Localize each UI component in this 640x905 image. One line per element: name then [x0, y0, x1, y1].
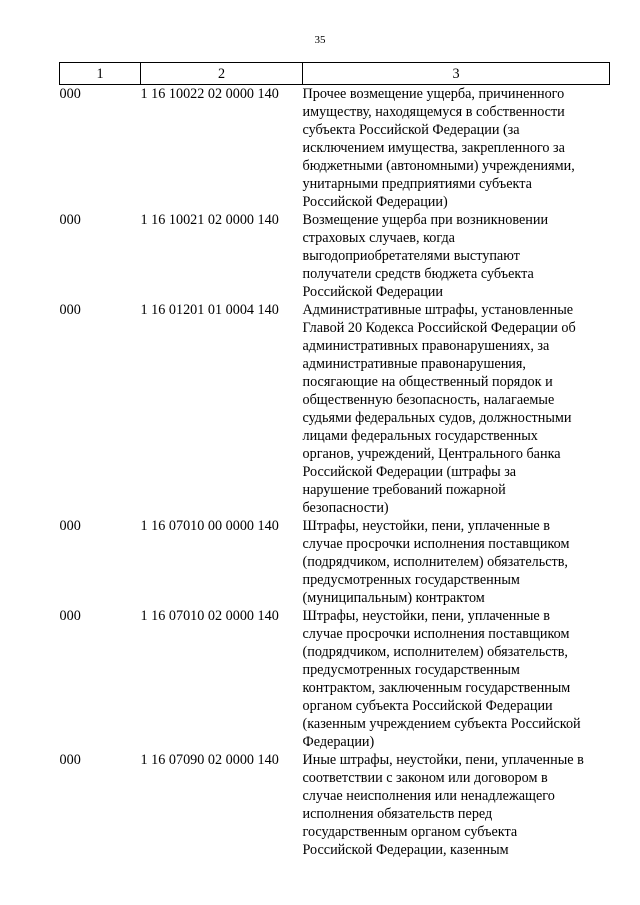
description-line: безопасности)	[302, 500, 389, 516]
description-line: случае просрочки исполнения поставщиком	[302, 626, 570, 642]
description-line: Федерации)	[302, 734, 375, 750]
description-line: соответствии с законом или договором в	[302, 770, 548, 786]
description-line: нарушение требований пожарной	[302, 482, 506, 498]
admin-code-cell: 000	[59, 752, 81, 768]
description-line: страховых случаев, когда	[302, 230, 455, 246]
admin-code-cell: 000	[59, 518, 81, 534]
description-line: Российской Федерации (штрафы за	[302, 464, 517, 480]
table-row	[60, 607, 610, 751]
description-line: (подрядчиком, исполнителем) обязательств,	[302, 644, 568, 660]
description-line: унитарными предприятиями субъекта	[302, 176, 532, 192]
description-line: Штрафы, неустойки, пени, уплаченные в	[302, 608, 550, 624]
table-row	[60, 517, 610, 607]
description-line: случае просрочки исполнения поставщиком	[302, 536, 570, 552]
description-line: административных правонарушениях, за	[302, 338, 550, 354]
budget-codes-table	[59, 62, 610, 859]
column-header: 2	[141, 63, 303, 85]
budget-code-cell: 1 16 01201 01 0004 140	[140, 302, 279, 318]
admin-code-cell: 000	[59, 608, 81, 624]
description-cell	[303, 607, 610, 751]
description-line: случае неисполнения или ненадлежащего	[302, 788, 555, 804]
description-line: Прочее возмещение ущерба, причиненного	[302, 86, 565, 102]
column-header: 3	[303, 63, 610, 85]
table-row	[60, 751, 610, 859]
description-line: (казенным учреждением субъекта Российской	[302, 716, 581, 732]
description-cell	[303, 751, 610, 859]
description-cell	[303, 85, 610, 212]
description-line: выгодоприобретателями выступают	[302, 248, 520, 264]
budget-code-cell: 1 16 10022 02 0000 140	[140, 86, 279, 102]
description-line: общественную безопасность, налагаемые	[302, 392, 555, 408]
description-line: лицами федеральных государственных	[302, 428, 538, 444]
description-line: исполнения обязательств перед	[302, 806, 493, 822]
description-line: имуществу, находящемуся в собственности	[302, 104, 565, 120]
table-row	[60, 85, 610, 212]
budget-code-cell: 1 16 07090 02 0000 140	[140, 752, 279, 768]
description-line: (подрядчиком, исполнителем) обязательств,	[302, 554, 568, 570]
admin-code-cell: 000	[59, 212, 81, 228]
description-line: бюджетными (автономными) учреждениями,	[302, 158, 575, 174]
description-line: Российской Федерации)	[302, 194, 448, 210]
budget-code-cell: 1 16 07010 02 0000 140	[140, 608, 279, 624]
budget-code-cell: 1 16 07010 00 0000 140	[140, 518, 279, 534]
description-cell	[303, 301, 610, 517]
description-line: контрактом, заключенным государственным	[302, 680, 571, 696]
admin-code-cell: 000	[59, 302, 81, 318]
description-line: посягающие на общественный порядок и	[302, 374, 553, 390]
description-line: судьями федеральных судов, должностными	[302, 410, 572, 426]
table-body	[60, 85, 610, 860]
description-line: Возмещение ущерба при возникновении	[302, 212, 549, 228]
budget-code-cell: 1 16 10021 02 0000 140	[140, 212, 279, 228]
description-cell	[303, 211, 610, 301]
description-line: Иные штрафы, неустойки, пени, уплаченные в	[302, 752, 584, 768]
page-number: 35	[314, 34, 326, 46]
description-line: Российской Федерации	[302, 284, 443, 300]
description-line: органов, учреждений, Центрального банка	[302, 446, 561, 462]
description-line: исключением имущества, закрепленного за	[302, 140, 565, 156]
description-line: получатели средств бюджета субъекта	[302, 266, 534, 282]
description-line: Административные штрафы, установленные	[302, 302, 574, 318]
description-line: Главой 20 Кодекса Российской Федерации об	[302, 320, 576, 336]
table-row	[60, 211, 610, 301]
description-line: органом субъекта Российской Федерации	[302, 698, 553, 714]
description-line: административные правонарушения,	[302, 356, 526, 372]
description-cell	[303, 517, 610, 607]
description-line: государственным органом субъекта	[302, 824, 518, 840]
column-header: 1	[60, 63, 141, 85]
description-line: Российской Федерации, казенным	[302, 842, 509, 858]
description-line: субъекта Российской Федерации (за	[302, 122, 520, 138]
table-header-row	[60, 63, 610, 85]
description-line: Штрафы, неустойки, пени, уплаченные в	[302, 518, 550, 534]
description-line: предусмотренных государственным	[302, 572, 520, 588]
description-line: предусмотренных государственным	[302, 662, 520, 678]
table-row	[60, 301, 610, 517]
admin-code-cell: 000	[59, 86, 81, 102]
description-line: (муниципальным) контрактом	[302, 590, 485, 606]
